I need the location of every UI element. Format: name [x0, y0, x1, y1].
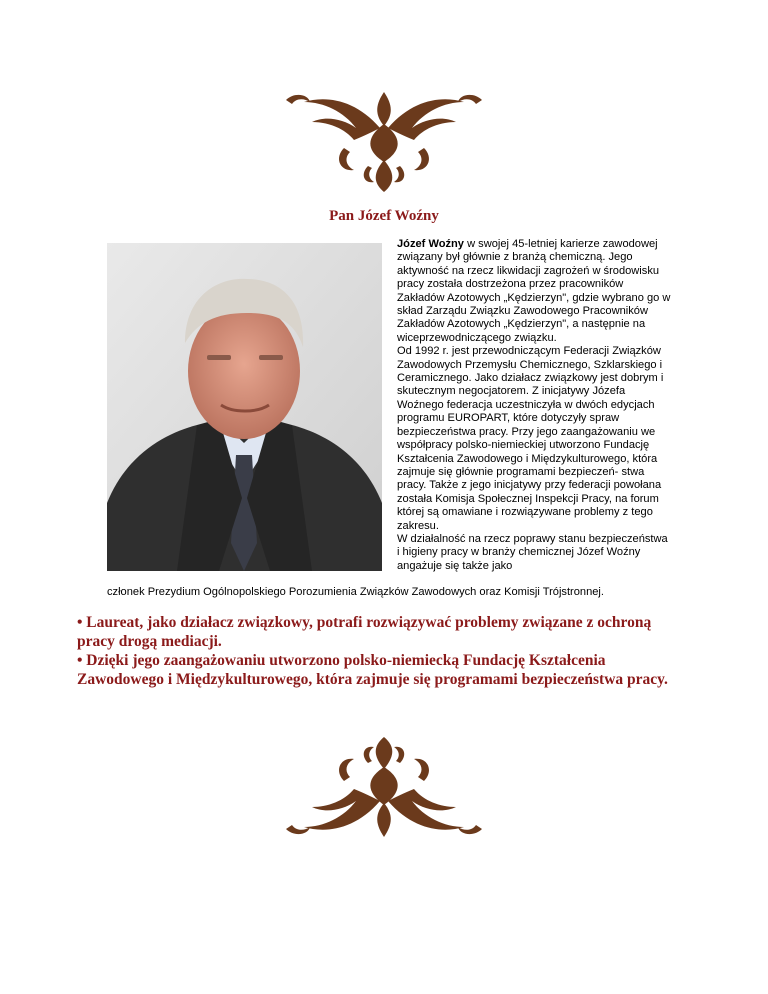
- bio-tail: członek Prezydium Ogólnopolskiego Porozumienia Związków Zawodowych oraz Komisji Trójstronnej.: [107, 586, 604, 598]
- bio-paragraph-2: Od 1992 r. jest przewodniczącym Federacji Związków Zawodowych Przemysłu Chemicznego, Szklarskiego i Ceramicznego. Jako działacz związkowy jest dobrym i skutecznym negocjatorem. Z inicjatywy Józefa Woźnego federacja uczestniczyła w dwóch edycjach programu EUROPART, które dotyczyły spraw bezpieczeństwa pracy. Przy jego zaangażowaniu we współpracy polsko-niemieckiej utworzono Fundację Kształcenia Zawodowego i Międzykulturowego, która zajmuje się głównie programami bezpieczeń- stwa pracy. Także z jego inicjatywy przy federacji powołana została Komisja Społecznej Inspekcji Pracy, na forum której są omawiane i rozwiązywane problemy z tego zakresu.: [397, 345, 664, 532]
- bio-text: [397, 238, 672, 573]
- ornament-top-icon: [284, 88, 484, 194]
- page-title: Pan Józef Woźny: [329, 208, 439, 224]
- bullet-list: [77, 613, 687, 689]
- bullet-item: • Dzięki jego zaangażowaniu utworzono polsko-niemiecką Fundację Kształcenia Zawodowego i Międzykulturowego, która zajmuje się programami bezpieczeństwa pracy.: [77, 652, 668, 688]
- bio-paragraph-1: w swojej 45-letniej karierze zawodowej związany był głównie z branżą chemiczną. Jego aktywność na rzecz likwidacji zagrożeń w środowisku pracy została dostrzeżona przez pracowników Zakładów Azotowych „Kędzierzyn", gdzie wybrano go w skład Zarządu Związku Zawodowego Pracowników Zakładów Azotowych „Kędzierzyn", a następnie na wiceprzewodniczącego związku.: [397, 238, 671, 344]
- bio-paragraph-3: W działalność na rzecz poprawy stanu bezpieczeństwa i higieny pracy w branży chemicznej Józef Woźny angażuje się także jako: [397, 532, 668, 572]
- bullet-item: • Laureat, jako działacz związkowy, potrafi rozwiązywać problemy związane z ochroną pracy drogą mediacji.: [77, 614, 652, 650]
- bio-name: Józef Woźny: [397, 238, 464, 250]
- portrait-photo: [107, 243, 382, 571]
- ornament-bottom-icon: [284, 735, 484, 841]
